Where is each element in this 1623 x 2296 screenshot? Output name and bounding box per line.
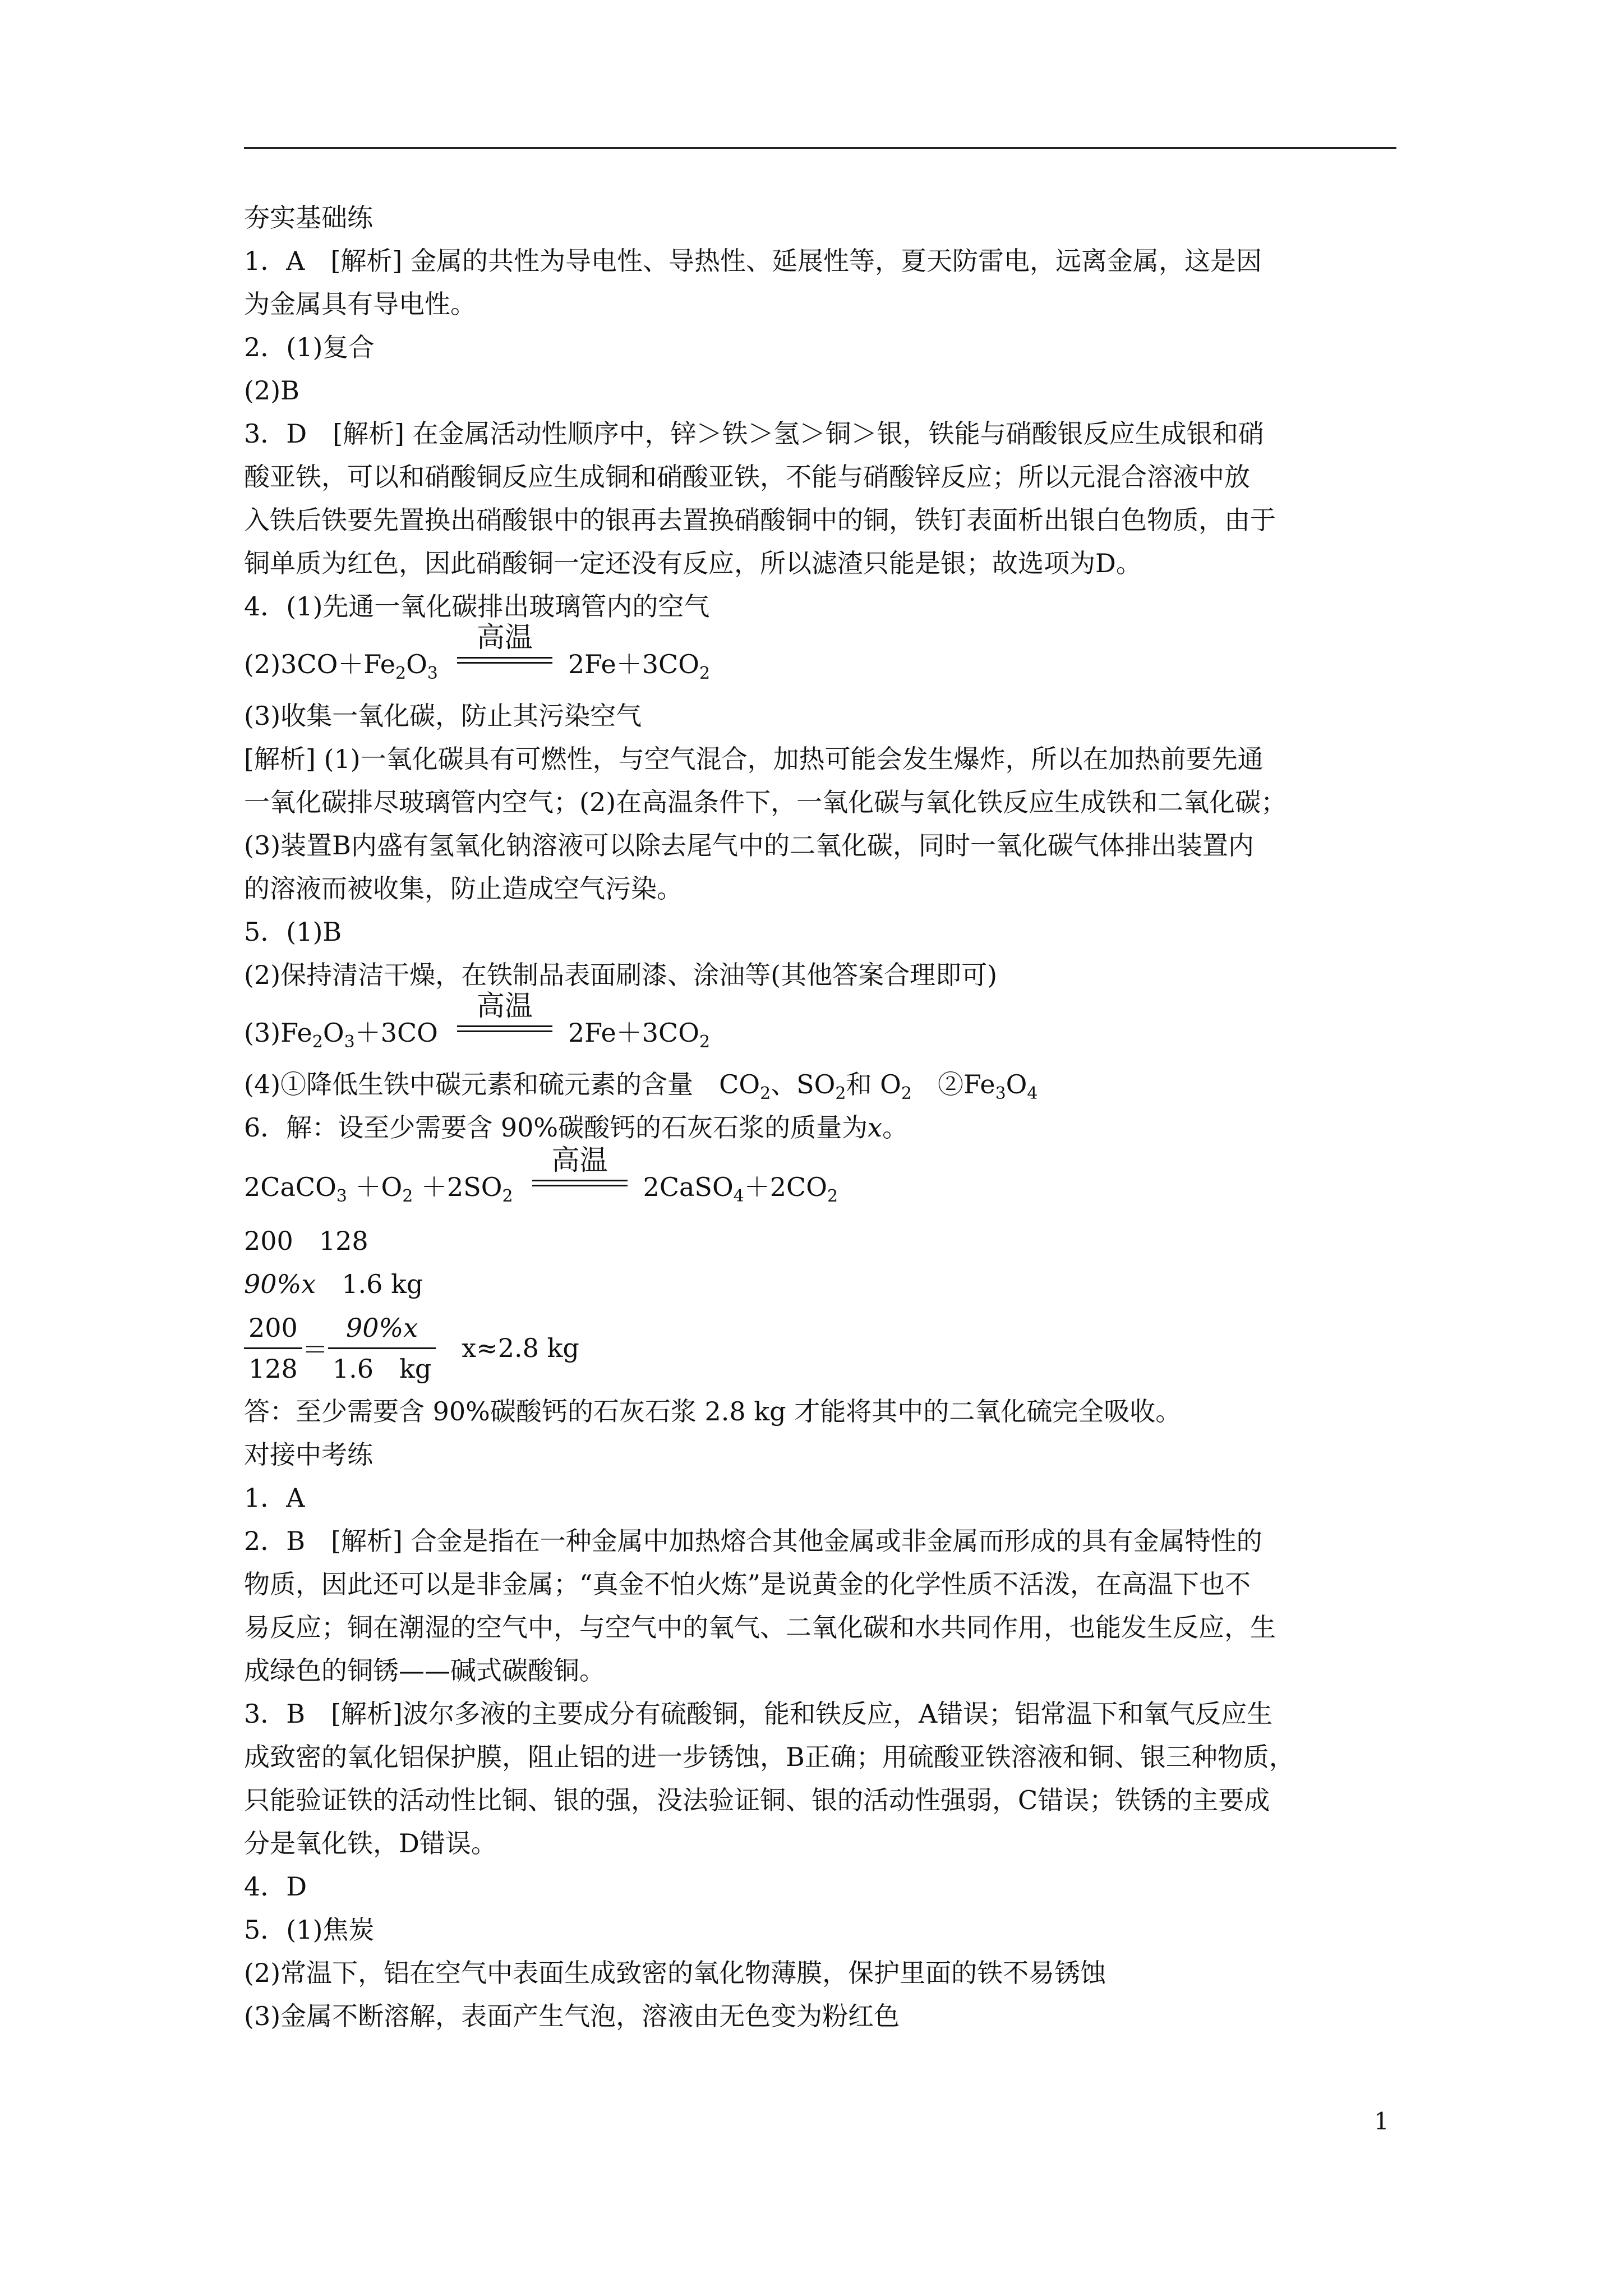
text-line-formulas [244,1063,1396,1106]
equation-text: 2CaCO [244,1172,336,1202]
text-line [244,1106,1396,1149]
subscript: 2 [312,1032,323,1052]
subscript: 2 [699,1032,711,1052]
text-line: 5．(1)焦炭 [244,1915,375,1945]
equals-bar [532,1185,628,1186]
page-number: 1 [1374,2108,1389,2135]
equals-sign: ＝ [302,1335,328,1365]
equals-bar [457,657,552,659]
text-line: 分是氧化铁，D错误。 [244,1828,497,1858]
subscript: 2 [827,1186,838,1206]
variable: 90%x [244,1269,316,1299]
text-line: 1．A [244,1483,305,1513]
text-line: 易反应；铜在潮湿的空气中，与空气中的氧气、二氧化碳和水共同作用，也能发生反应，生 [244,1612,1276,1642]
equals-bar [532,1180,628,1181]
subscript: 2 [901,1084,912,1103]
header-rule [244,147,1396,149]
text-line: 铜单质为红色，因此硝酸铜一定还没有反应，所以滤渣只能是银；故选项为D。 [244,548,1142,578]
text-line: (2)保持清洁干燥，在铁制品表面刷漆、涂油等(其他答案合理即可) [244,960,998,990]
denominator: 1.6 kg [332,1353,432,1384]
text-line: 物质，因此还可以是非金属；“真金不怕火炼”是说黄金的化学性质不活泼，在高温下也不 [244,1569,1251,1599]
text-run: 和 O [846,1069,901,1099]
text-line: (3)金属不断溶解，表面产生气泡，溶液由无色变为粉红色 [244,2001,900,2031]
text-run: 、SO [771,1069,836,1099]
text-line: (3)装置B内盛有氢氧化钠溶液可以除去尾气中的二氧化碳，同时一氧化碳气体排出装置内 [244,830,1254,861]
equation-text: ＋3CO [354,1018,438,1048]
condition-label: 高温 [551,1144,608,1176]
section-heading: 夯实基础练 [244,203,373,233]
text-line: 只能验证铁的活动性比铜、银的强，没法验证铜、银的活动性强弱，C错误；铁锈的主要成 [244,1785,1270,1815]
subscript: 3 [995,1084,1006,1103]
text-run: ②Fe [911,1069,995,1099]
text-run: 。 [882,1112,909,1143]
text-line: 酸亚铁，可以和硝酸铜反应生成铜和硝酸亚铁，不能与硝酸锌反应；所以元混合溶液中放 [244,462,1250,492]
text-line: 5．(1)B [244,917,342,947]
subscript: 2 [402,1186,413,1206]
subscript: 2 [502,1186,513,1206]
text-line: 3．B [解析]波尔多液的主要成分有硫酸铜，能和铁反应，A错误；铝常温下和氧气反应生 [244,1699,1273,1729]
equation-text: O [406,649,427,679]
result-text: x≈2.8 kg [462,1333,579,1363]
text-line: 200 128 [244,1226,368,1256]
chemical-equation-2 [244,990,1396,1063]
subscript: 2 [699,664,711,683]
variable: x [868,1112,883,1143]
condition-label: 高温 [476,621,533,654]
equation-text: ＋2CO [744,1172,827,1202]
text-line: (3)收集一氧化碳，防止其污染空气 [244,701,642,731]
reaction-condition [532,1144,628,1196]
text-run: (4)①降低生铁中碳元素和硫元素的含量 CO [244,1069,760,1099]
subscript: 2 [835,1084,846,1103]
text-line: 2．B [解析] 合金是指在一种金属中加热熔合其他金属或非金属而形成的具有金属特性的 [244,1526,1262,1556]
condition-label: 高温 [476,990,533,1022]
text-run: 6．解：设至少需要含 90%碳酸钙的石灰石浆的质量为 [244,1112,868,1143]
equation-text: 2CaSO [643,1172,734,1202]
proportion-equation [244,1306,1396,1390]
text-line [244,1263,1396,1306]
reaction-condition [457,990,552,1042]
text-line: 4．(1)先通一氧化碳排出玻璃管内的空气 [244,591,710,622]
numerator: 200 [244,1308,302,1349]
text-line: 成绿色的铜锈——碱式碳酸铜。 [244,1655,605,1686]
text-line: 1．A [解析] 金属的共性为导电性、导热性、延展性等，夏天防雷电，远离金属，这是因 [244,246,1262,276]
text-line: [解析] (1)一氧化碳具有可燃性，与空气混合，加热可能会发生爆炸，所以在加热前要先通 [244,744,1264,774]
chemical-equation-1 [244,621,1396,694]
text-line: 答：至少需要含 90%碳酸钙的石灰石浆 2.8 kg 才能将其中的二氧化硫完全吸收。 [244,1396,1182,1427]
equals-bar [457,1030,552,1032]
text-line: 为金属具有导电性。 [244,289,476,319]
subscript: 3 [427,664,438,683]
equation-text: O [322,1018,344,1048]
text-line: 成致密的氧化铝保护膜，阻止铝的进一步锈蚀，B正确；用硫酸亚铁溶液和铜、银三种物质， [244,1742,1295,1772]
fraction-right [328,1308,436,1388]
text-line: 3．D [解析] 在金属活动性顺序中，锌＞铁＞氢＞铜＞银，铁能与硝酸银反应生成银和硝 [244,418,1264,449]
text-line: 4．D [244,1871,307,1902]
text-line: 一氧化碳排尽玻璃管内空气；(2)在高温条件下，一氧化碳与氧化铁反应生成铁和二氧化碳； [244,787,1287,817]
equation-text: ＋2SO [413,1172,502,1202]
fraction-left [244,1308,302,1388]
denominator: 128 [248,1353,298,1384]
chemical-equation-3 [244,1144,1396,1220]
text-line: 的溶液而被收集，防止造成空气污染。 [244,873,683,904]
equation-text: 2Fe＋3CO [568,1018,699,1048]
equation-text: (2)3CO＋Fe [244,649,395,679]
subscript: 2 [760,1084,771,1103]
equation-text: ＋O [347,1172,403,1202]
section-heading: 对接中考练 [244,1439,373,1470]
equation-text: (3)Fe [244,1018,312,1048]
subscript: 3 [336,1186,347,1206]
subscript: 3 [344,1032,355,1052]
equals-bar [457,1025,552,1027]
text-line: 2．(1)复合 [244,332,375,362]
subscript: 2 [395,664,407,683]
equals-bar [457,662,552,664]
equation-text: 2Fe＋3CO [568,649,699,679]
text-line: (2)B [244,375,299,406]
text-run: O [1006,1069,1027,1099]
subscript: 4 [733,1186,744,1206]
numerator: 90%x [328,1308,436,1349]
text-line: (2)常温下，铝在空气中表面生成致密的氧化物薄膜，保护里面的铁不易锈蚀 [244,1958,1106,1988]
answer-document [244,196,1396,2038]
text-line: 入铁后铁要先置换出硝酸银中的银再去置换硝酸铜中的铜，铁钉表面析出银白色物质，由于 [244,505,1276,535]
text-run: 1.6 kg [316,1269,423,1299]
subscript: 4 [1027,1084,1038,1103]
